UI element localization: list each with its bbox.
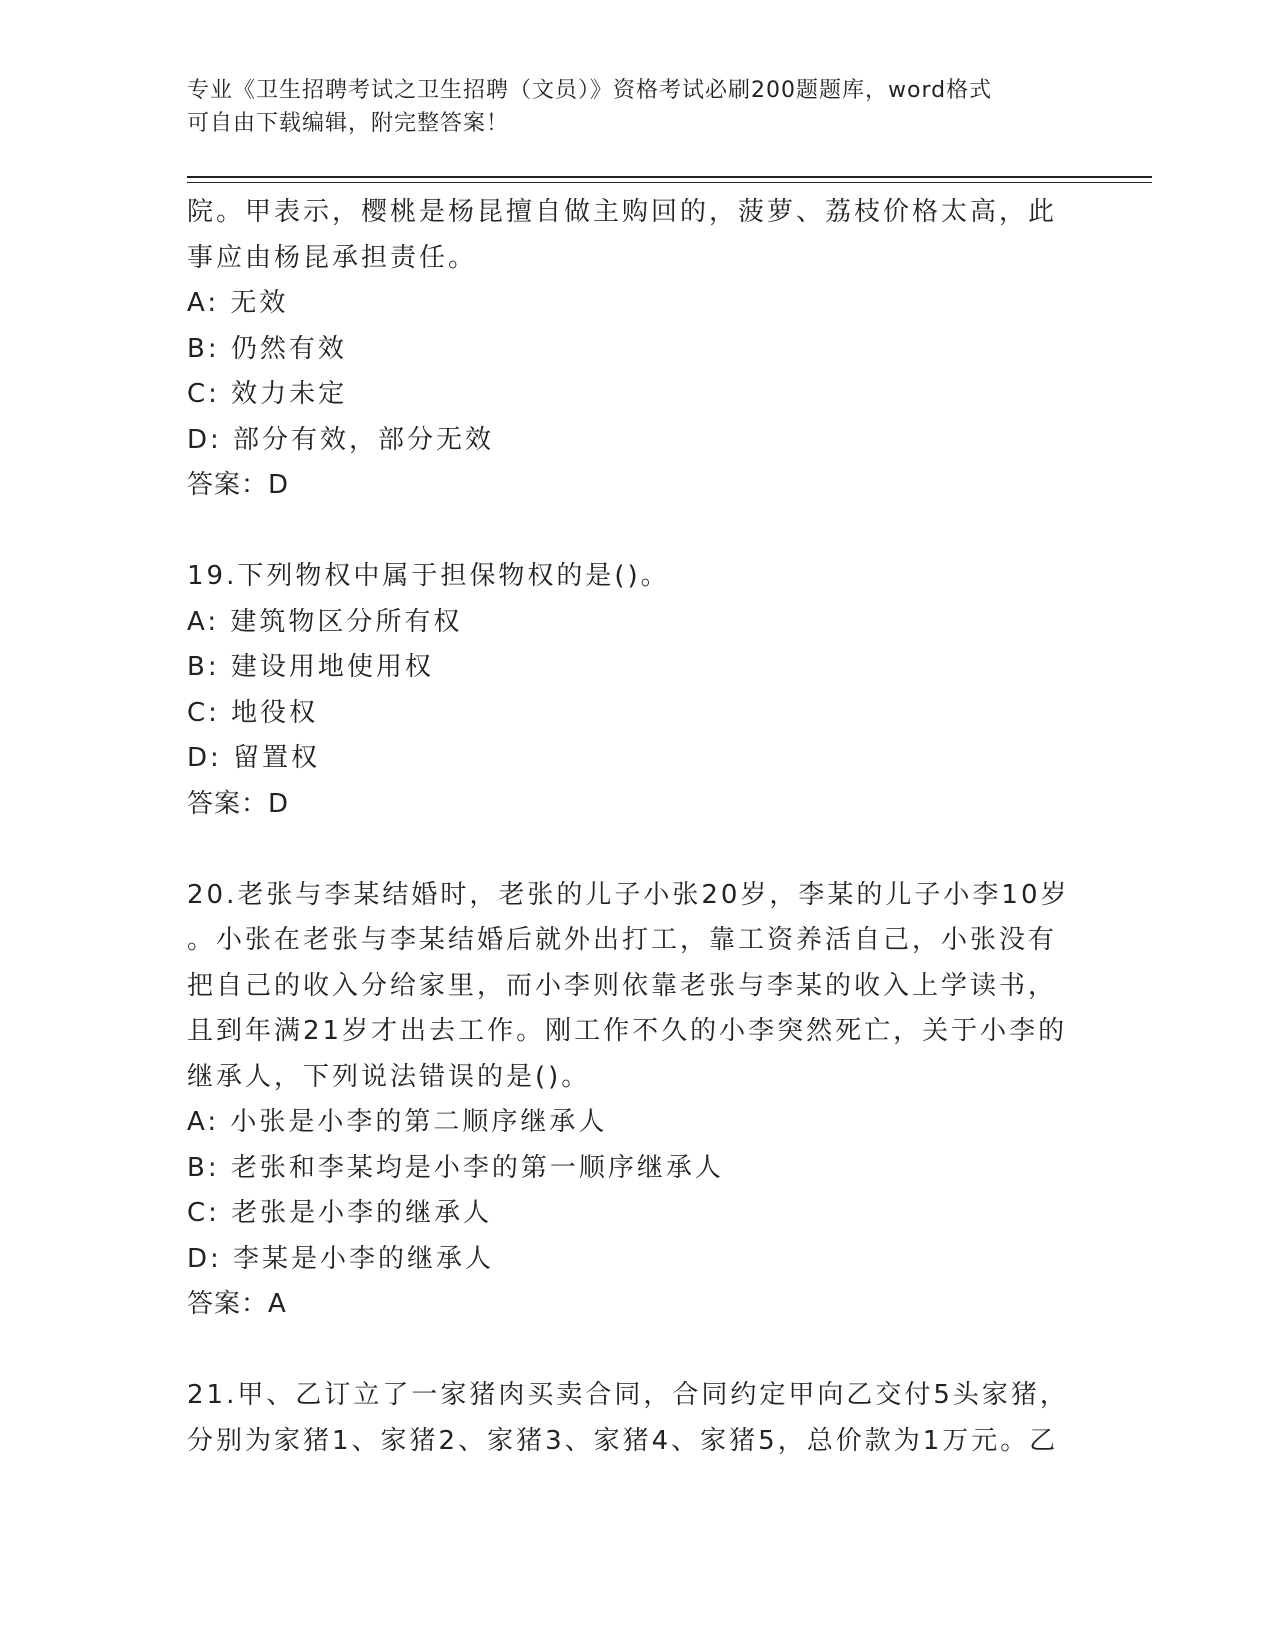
spacer (187, 1328, 1087, 1374)
question-continuation (187, 190, 1087, 509)
document-body (187, 190, 1087, 1464)
header-divider-thin (187, 182, 1152, 183)
question-text-line: 19.下列物权中属于担保物权的是()。 (187, 561, 670, 591)
option-b: B: 仍然有效 (187, 333, 347, 364)
option-b: B: 建设用地使用权 (187, 652, 434, 682)
spacer (187, 827, 1087, 873)
option-b: B: 老张和李某均是小李的第一顺序继承人 (187, 1152, 724, 1183)
option-a: A: 小张是小李的第二顺序继承人 (187, 1107, 608, 1137)
option-c: C: 地役权 (187, 697, 319, 728)
option-c: C: 老张是小李的继承人 (187, 1198, 493, 1228)
header-divider-thick (187, 176, 1152, 178)
question-text-line: 分别为家猪1、家猪2、家猪3、家猪4、家猪5，总价款为1万元。乙 (187, 1425, 1059, 1456)
answer-line: 答案：D (187, 788, 290, 819)
answer-line: 答案：D (187, 470, 290, 500)
question-text-line: 21.甲、乙订立了一家猪肉买卖合同，合同约定甲向乙交付5头家猪， (187, 1380, 1069, 1410)
header-title-line-1: 专业《卫生招聘考试之卫生招聘（文员）》资格考试必刷200题题库，word格式 (187, 78, 993, 103)
option-d: D: 部分有效，部分无效 (187, 424, 495, 455)
option-d: D: 李某是小李的继承人 (187, 1243, 495, 1274)
spacer (187, 509, 1087, 555)
question-text-line: 且到年满21岁才出去工作。刚工作不久的小李突然死亡，关于小李的 (187, 1016, 1068, 1046)
option-c: C: 效力未定 (187, 379, 348, 409)
answer-line: 答案：A (187, 1289, 287, 1319)
question-text-line: 院。甲表示，樱桃是杨昆擅自做主购回的，菠萝、荔枝价格太高，此 (187, 197, 1058, 227)
question-text-line: 继承人，下列说法错误的是()。 (187, 1061, 591, 1092)
header-title-line-2: 可自由下载编辑，附完整答案！ (187, 111, 510, 136)
question-20 (187, 873, 1087, 1328)
document-header (187, 74, 1067, 140)
question-21 (187, 1373, 1087, 1464)
question-text-line: 。小张在老张与李某结婚后就外出打工，靠工资养活自己，小张没有 (187, 925, 1058, 955)
question-text-line: 事应由杨昆承担责任。 (187, 242, 478, 273)
question-19 (187, 554, 1087, 827)
option-a: A: 无效 (187, 288, 289, 318)
question-text-line: 把自己的收入分给家里，而小李则依靠老张与李某的收入上学读书， (187, 970, 1058, 1001)
question-text-line: 20.老张与李某结婚时，老张的儿子小张20岁，李某的儿子小李10岁 (187, 879, 1070, 910)
option-a: A: 建筑物区分所有权 (187, 606, 463, 637)
option-d: D: 留置权 (187, 743, 321, 773)
